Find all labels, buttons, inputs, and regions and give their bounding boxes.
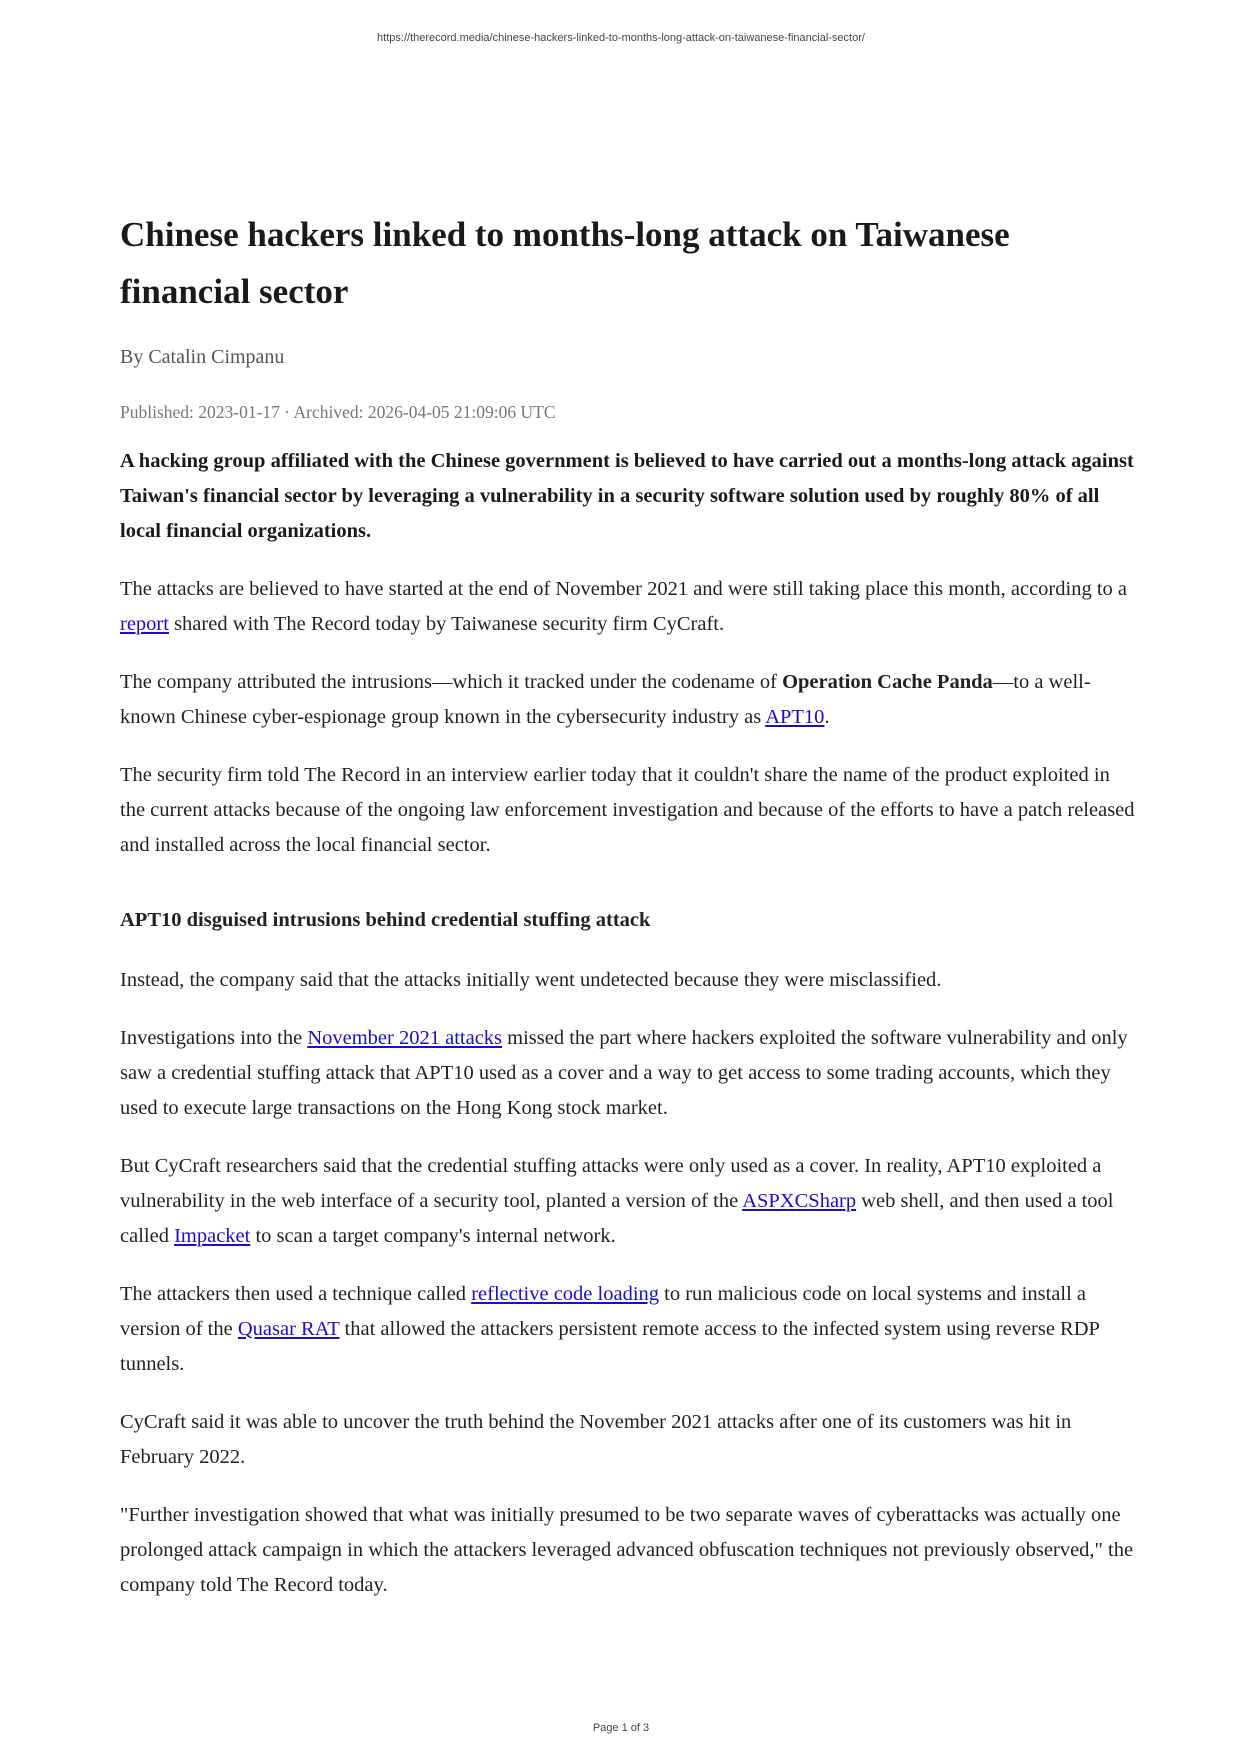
page-url: https://therecord.media/chinese-hackers-linked-to-months-long-attack-on-taiwanese-financial-sector/ xyxy=(377,32,865,44)
paragraph xyxy=(120,1021,1136,1126)
paragraph: "Further investigation showed that what was initially presumed to be two separate waves of cyberattacks was actually one prolonged attack campaign in which the attackers leveraged advanced obfuscation techniques not previously observed," the company told The Record today. xyxy=(120,1504,1134,1596)
reflective-code-loading-link[interactable]: reflective code loading xyxy=(471,1283,660,1305)
paragraph xyxy=(120,572,1136,642)
byline: By Catalin Cimpanu xyxy=(120,346,285,368)
text: Investigations into the xyxy=(120,1027,308,1049)
text: web shell, and then used a tool called xyxy=(120,1190,1114,1247)
text: missed the part where hackers exploited the software vulnerability and only saw a credential stuffing attack that APT10 used as a cover and a way to get access to some trading accounts, which they used to execute large transactions on the Hong Kong stock market. xyxy=(120,1027,1128,1119)
text: —to a well-known Chinese cyber-espionage group known in the cybersecurity industry as xyxy=(120,671,1091,728)
text: to run malicious code on local systems and install a version of the xyxy=(120,1283,1087,1340)
page-number: Page 1 of 3 xyxy=(592,1722,650,1734)
november-attacks-link[interactable]: November 2021 attacks xyxy=(307,1027,503,1049)
text: The attackers then used a technique called xyxy=(120,1283,472,1305)
paragraph: Instead, the company said that the attacks initially went undetected because they were misclassified. xyxy=(120,969,942,991)
text: The attacks are believed to have started at the end of November 2021 and were still taking place this month, according to a xyxy=(120,578,1127,600)
lead-paragraph: A hacking group affiliated with the Chinese government is believed to have carried out a months-long attack against Taiwan's financial sector by leveraging a vulnerability in a security software solution used by roughly 80% of all local financial organizations. xyxy=(120,450,1134,542)
text: to scan a target company's internal network. xyxy=(250,1225,616,1247)
impacket-link[interactable]: Impacket xyxy=(174,1225,251,1247)
report-link[interactable]: report xyxy=(120,613,169,635)
quasar-rat-link[interactable]: Quasar RAT xyxy=(237,1318,340,1340)
text: The company attributed the intrusions—which it tracked under the codename of xyxy=(120,671,783,693)
text: . xyxy=(824,706,830,728)
paragraph: The security firm told The Record in an interview earlier today that it couldn't share the name of the product exploited in the current attacks because of the ongoing law enforcement investigation and because of the efforts to have a patch released and installed across the local financial sector. xyxy=(120,764,1135,856)
text: that allowed the attackers persistent remote access to the infected system using reverse RDP tunnels. xyxy=(120,1318,1100,1375)
publish-meta: Published: 2023-01-17 · Archived: 2026-04-05 21:09:06 UTC xyxy=(120,402,556,422)
article xyxy=(120,206,1136,1626)
text: shared with The Record today by Taiwanese security firm CyCraft. xyxy=(168,613,725,635)
aspxcsharp-link[interactable]: ASPXCSharp xyxy=(742,1190,857,1212)
section-heading: APT10 disguised intrusions behind credential stuffing attack xyxy=(120,909,651,931)
paragraph xyxy=(120,1277,1136,1382)
paragraph xyxy=(120,665,1136,735)
article-title: Chinese hackers linked to months-long attack on Taiwanese financial sector xyxy=(120,215,1010,311)
operation-name: Operation Cache Panda xyxy=(782,671,993,693)
paragraph xyxy=(120,1149,1136,1254)
paragraph: CyCraft said it was able to uncover the truth behind the November 2021 attacks after one of its customers was hit in February 2022. xyxy=(120,1411,1072,1468)
text: But CyCraft researchers said that the credential stuffing attacks were only used as a cover. In reality, APT10 exploited a vulnerability in the web interface of a security tool, planted a version of the xyxy=(120,1155,1102,1212)
apt10-link[interactable]: APT10 xyxy=(765,706,825,728)
